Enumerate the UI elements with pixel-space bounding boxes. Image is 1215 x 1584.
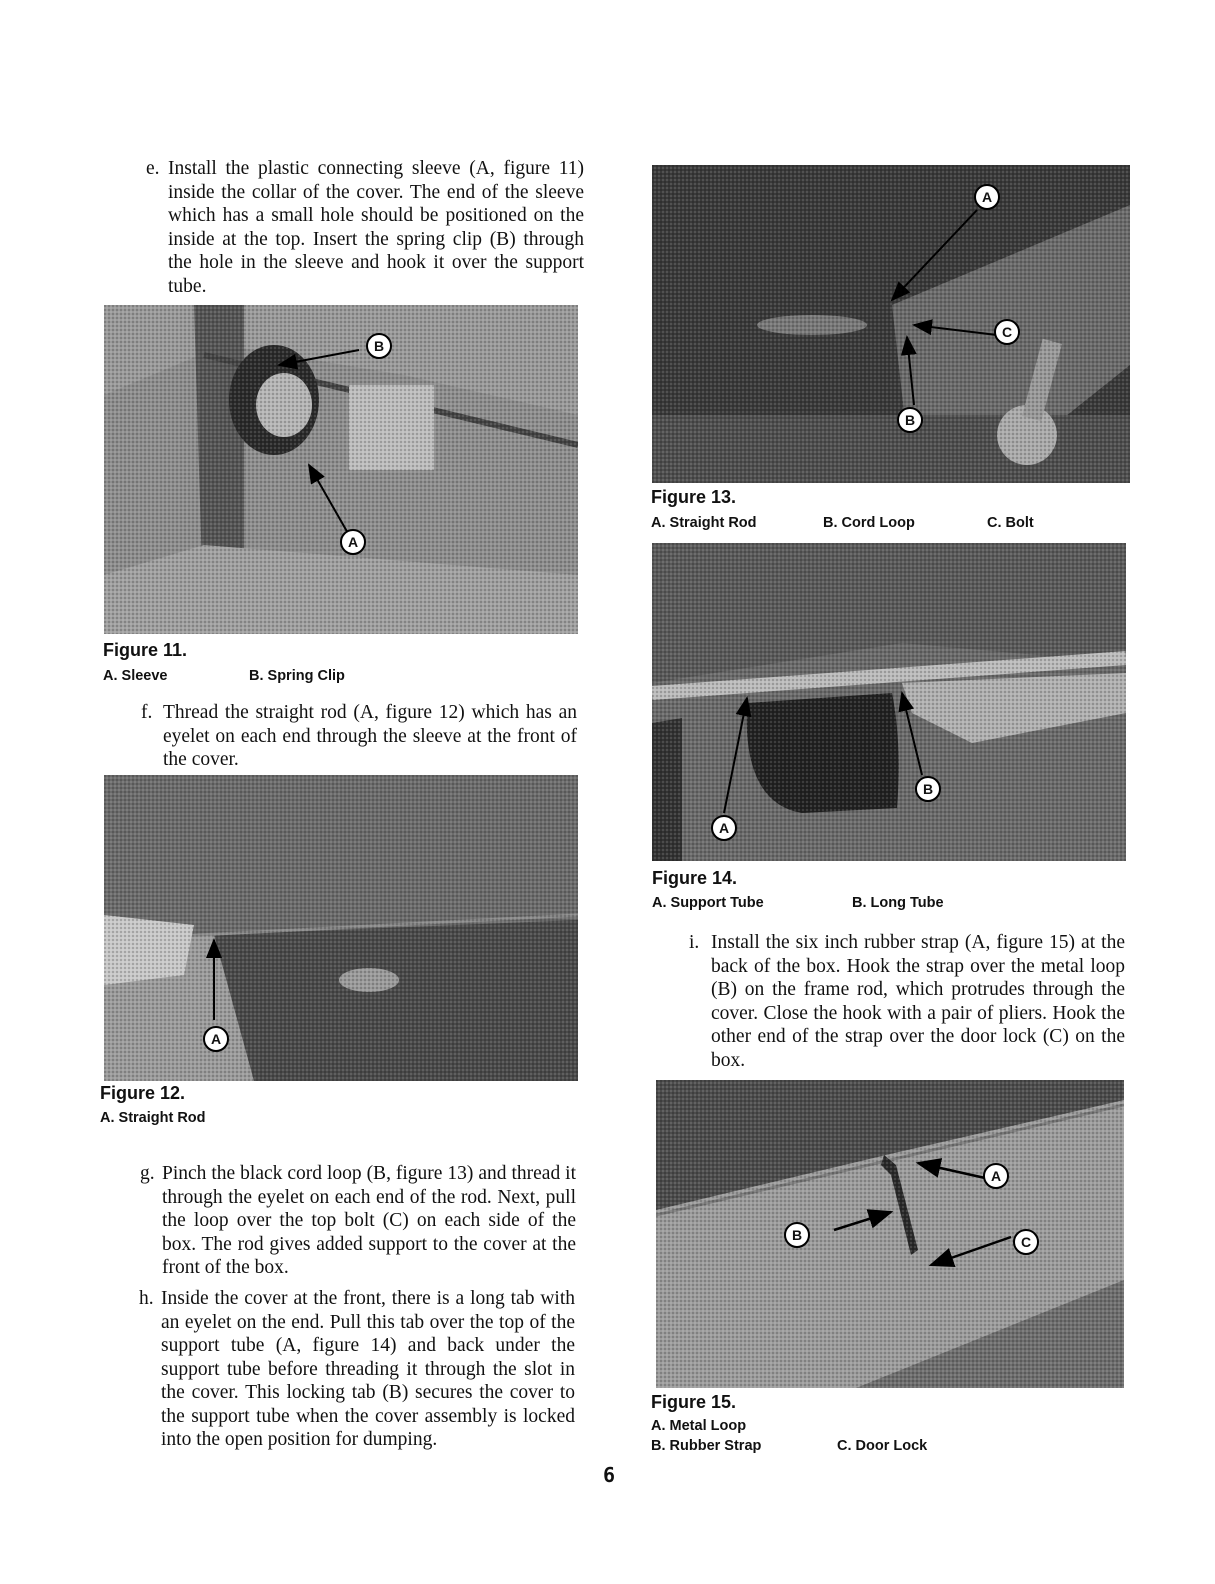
step-text: Pinch the black cord loop (B, figure 13) and thread it through the eyelet on each end of the rod. Next, pull the loop over the top bolt (C) on each side of the box. The rod gives added support to the cover at the front of the box. [162, 1163, 576, 1278]
legend-item: B. Cord Loop [823, 515, 915, 531]
callout-c: C [1013, 1229, 1039, 1255]
legend-item: A. Metal Loop [651, 1418, 747, 1434]
figure-12-photo [104, 775, 578, 1081]
callout-a: A [983, 1163, 1009, 1189]
figure-14-title: Figure 14. [652, 868, 738, 888]
figure-15-legend [651, 1416, 1131, 1460]
step-i [689, 931, 1125, 1072]
step-text: Install the six inch rubber strap (A, figure 15) at the back of the box. Hook the strap over the metal loop (B) on the frame rod, which protrudes through the cover. Close the hook with a pair of pliers. Hook the other end of the strap over the door lock (C) on the box. [711, 932, 1125, 1071]
step-marker: g. [140, 1163, 155, 1184]
step-marker: e. [146, 158, 160, 179]
step-f [141, 701, 577, 772]
legend-item: A. Straight Rod [651, 515, 757, 531]
figure-11-photo [104, 305, 578, 634]
figure-13-photo [652, 165, 1130, 483]
callout-c: C [994, 319, 1020, 345]
figure-15-photo [656, 1080, 1124, 1388]
step-marker: i. [689, 932, 700, 953]
figure-13-legend [651, 513, 1131, 535]
callout-a: A [203, 1026, 229, 1052]
callout-a: A [711, 815, 737, 841]
callout-b: B [366, 333, 392, 359]
legend-item: A. Support Tube [652, 895, 764, 911]
legend-item: B. Rubber Strap [651, 1438, 762, 1454]
figure-12-title: Figure 12. [100, 1083, 186, 1103]
step-e [146, 157, 584, 298]
figure-12-legend [100, 1108, 580, 1130]
legend-item: A. Straight Rod [100, 1110, 206, 1126]
legend-item: B. Spring Clip [249, 668, 345, 684]
legend-item: B. Long Tube [852, 895, 944, 911]
callout-b: B [897, 407, 923, 433]
figure-14-legend [652, 893, 1132, 915]
step-h [139, 1287, 575, 1452]
legend-item: C. Bolt [987, 515, 1034, 531]
callout-b: B [784, 1222, 810, 1248]
step-marker: h. [139, 1288, 154, 1309]
step-g [140, 1162, 576, 1280]
step-marker: f. [141, 702, 153, 723]
legend-item: C. Door Lock [837, 1438, 928, 1454]
callout-a: A [340, 529, 366, 555]
callout-a: A [974, 184, 1000, 210]
step-text: Thread the straight rod (A, figure 12) which has an eyelet on each end through the sleeve at the front of the cover. [163, 702, 577, 770]
step-text: Inside the cover at the front, there is a long tab with an eyelet on the end. Pull this tab over the top of the support tube (A, figure 14) and back under the support tube before threading it through the slot in the cover. This locking tab (B) secures the cover to the support tube when the cover assembly is locked into the open position for dumping. [161, 1288, 575, 1450]
legend-item: A. Sleeve [103, 668, 168, 684]
figure-15-title: Figure 15. [651, 1392, 737, 1412]
figure-14-photo [652, 543, 1126, 861]
figure-13-title: Figure 13. [651, 487, 737, 507]
step-text: Install the plastic connecting sleeve (A, figure 11) inside the collar of the cover. The end of the sleeve which has a small hole should be positioned on the inside at the top. Insert the spring clip (B) through the hole in the sleeve and hook it over the support tube. [168, 158, 584, 297]
page-number: 6 [603, 1463, 616, 1487]
callout-b: B [915, 776, 941, 802]
figure-11-legend [103, 666, 583, 688]
figure-11-title: Figure 11. [103, 640, 188, 660]
